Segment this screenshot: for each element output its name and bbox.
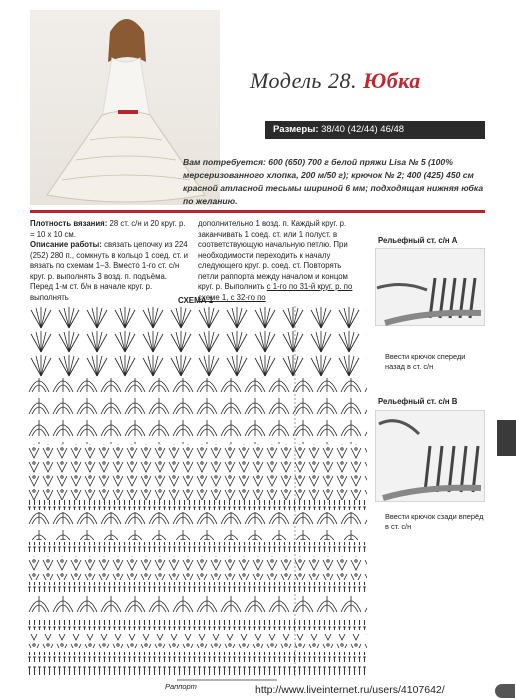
density-text: 28 ст. с/н и 20 круг. р. = 10 х 10 см. [30, 219, 186, 239]
materials-text: Вам потребуется: 600 (650) 700 г белой пряжи Lisa № 5 (100% мерсеризованного хлопка, 200 м/50 г); крючок № 2; 400 (425) 450 см красной атласной тесьмы шириной 6 мм; подходящая нижняя юбка по желанию. [183, 157, 484, 206]
scheme-title: СХЕМА 1 [178, 296, 214, 305]
sizes-label: Размеры: [273, 124, 319, 135]
column-2-link-text: с 1-го по 31-й круг. р. по схеме 1, с 32-го по [198, 282, 353, 302]
page-number-tab [495, 684, 515, 698]
footer-url: http://www.liveinternet.ru/users/4107642/ [255, 684, 445, 696]
instructions-column-1 [30, 219, 192, 303]
stitch-a-caption: Ввести крючок спереди назад в ст. с/н [385, 352, 466, 371]
page-title [250, 68, 421, 94]
sizes-bar [265, 121, 485, 139]
model-name: Юбка [362, 68, 421, 93]
description-label: Описание работы: [30, 240, 102, 249]
description-text: связать цепочку из 224 (252) 280 п., сомкнуть в кольцо 1 соед. ст. и вязать по схемам 1–3. Вместо 1-го ст. с/н круг. р. выполнять 3 возд. п. подъёма. Перед 1-м ст. б/н в начале круг. р. выполнять [30, 240, 188, 302]
instructions-column-2 [198, 219, 360, 303]
rapport-label: Раппорт [165, 682, 197, 691]
page-tab [497, 420, 516, 456]
model-number: Модель 28. [250, 68, 357, 93]
stitch-a-illustration [375, 248, 485, 326]
stitch-b-caption: Ввести крючок сзади вперёд в ст. с/н [385, 512, 484, 531]
crochet-scheme-chart [27, 306, 367, 682]
divider [30, 210, 485, 213]
stitch-b-illustration [375, 410, 485, 502]
sizes-values: 38/40 (42/44) 46/48 [321, 124, 405, 135]
density-label: Плотность вязания: [30, 219, 108, 228]
stitch-a-title: Рельефный ст. с/н А [378, 236, 458, 245]
column-2-text: дополнительно 1 возд. п. Каждый круг. р. заканчивать 1 соед. ст. или 1 полуст. в соответствующую начальную петлю. При необходимости переходить к началу следующего круг. р. соед. ст. Повторять петли раппорта между началом и концом круг. р. Выполнить [198, 219, 348, 291]
stitch-b-title: Рельефный ст. с/н В [378, 397, 458, 406]
